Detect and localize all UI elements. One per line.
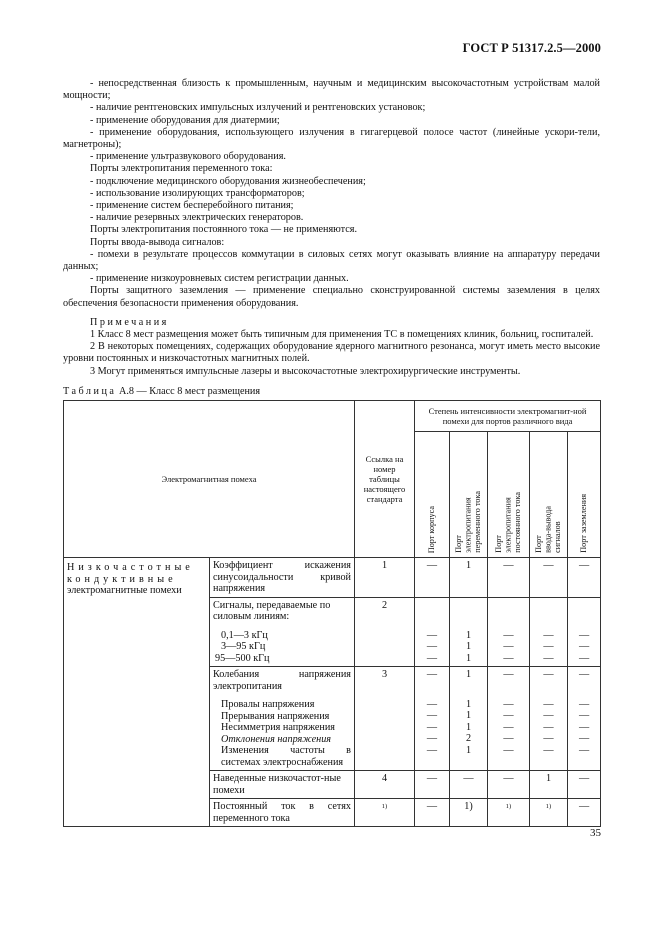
reference-cell: 3 xyxy=(355,667,415,771)
table-row xyxy=(64,558,601,598)
value-cell: — — — — — — xyxy=(415,667,450,771)
phenomenon-cell: Коэффициент искажения синусоидальности кривой напряжения xyxy=(210,558,355,598)
reference-cell: 1 xyxy=(355,558,415,598)
value-cell: 1 1 1 xyxy=(450,597,488,667)
reference-cell: 4 xyxy=(355,771,415,799)
paragraph: - применение ультразвукового оборудования. xyxy=(90,151,286,163)
header-port-signal: Порт ввода-вывода сигналов xyxy=(530,432,568,558)
header-phenomenon: Электромагнитная помеха xyxy=(64,401,355,558)
paragraph: - применение оборудования, использующего излучения в гигагерцевой полосе частот (линейные ускори-тели, магнетроны); xyxy=(63,126,600,151)
value-cell: — xyxy=(415,771,450,799)
value-cell: 1 1 1 1 2 1 xyxy=(450,667,488,771)
note: 2 В некоторых помещениях, содержащих оборудование ядерного магнитного резонанса, могут иметь место высокие уровни постоянных и низкочастотных магнитных полей. xyxy=(63,341,600,365)
reference-cell: 2 xyxy=(355,597,415,667)
emc-table xyxy=(63,400,601,827)
paragraph: - наличие рентгеновских импульсных излучений и рентгеновских установок; xyxy=(90,102,426,114)
phenomenon-cell: Постоянный ток в сетях переменного тока xyxy=(210,799,355,827)
category-cell xyxy=(64,558,210,827)
value-cell: — xyxy=(415,799,450,827)
value-cell: — — — — — — xyxy=(530,667,568,771)
paragraph: - использование изолирующих трансформаторов; xyxy=(90,187,305,199)
paragraph: - наличие резервных электрических генераторов. xyxy=(90,212,304,224)
value-cell: — xyxy=(415,558,450,598)
value-cell: — — — xyxy=(415,597,450,667)
header-reference: Ссылка на номер таблицы настоящего стандарта xyxy=(355,401,415,558)
paragraph: - применение оборудования для диатермии; xyxy=(90,114,280,126)
document-header: ГОСТ Р 51317.2.5—2000 xyxy=(462,41,601,55)
reference-cell: 1) xyxy=(355,799,415,827)
value-cell: — xyxy=(568,799,601,827)
value-cell: — xyxy=(488,558,530,598)
header-port-earth: Порт заземления xyxy=(568,432,601,558)
paragraph: Порты электропитания постоянного тока — не применяются. xyxy=(90,224,357,236)
header-severity: Степень интенсивности электромагнит-ной помехи для портов различного вида xyxy=(415,401,601,432)
paragraph: - помехи в результате процессов коммутации в силовых сетях могут оказывать влияние на аппаратуру передачи данных; xyxy=(63,248,600,273)
value-cell: — — — — — — xyxy=(568,667,601,771)
header-port-enclosure: Порт корпуса xyxy=(415,432,450,558)
value-cell: 1) xyxy=(488,799,530,827)
table-caption-word: Таблица xyxy=(63,386,117,397)
paragraph: - подключение медицинского оборудования жизнеобеспечения; xyxy=(90,175,366,187)
value-cell: — xyxy=(450,771,488,799)
value-cell: — xyxy=(488,771,530,799)
category-line: кондуктивные xyxy=(67,573,177,585)
value-cell: 1) xyxy=(450,799,488,827)
paragraph: - непосредственная близость к промышленным, научным и медицинским высокочастотным устройствам малой мощности; xyxy=(63,78,600,102)
paragraph: Порты защитного заземления — применение специально сконструированной системы заземления в целях обеспечения безопасности применения оборудования. xyxy=(63,285,600,309)
paragraph: Порты ввода-вывода сигналов: xyxy=(90,236,225,248)
value-cell: — xyxy=(530,558,568,598)
category-line: Низкочастотные xyxy=(67,562,194,573)
value-cell: — — — — — — xyxy=(488,667,530,771)
paragraph: - применение низкоуровневых систем регистрации данных. xyxy=(90,273,349,285)
value-cell: 1) xyxy=(530,799,568,827)
category-line: электромагнитные помехи xyxy=(67,585,182,596)
value-cell: — xyxy=(568,558,601,598)
value-cell: — — — xyxy=(530,597,568,667)
notes-title: Примечания xyxy=(90,316,169,328)
phenomenon-cell: Колебания напряжения электропитания Провалы напряжения Прерывания напряжения Несимметрия напряжения Отклонения напряжения Изменения частоты в системах электроснабжения xyxy=(210,667,355,771)
value-cell: — — — xyxy=(568,597,601,667)
paragraph: Порты электропитания переменного тока: xyxy=(90,163,273,175)
body-text xyxy=(63,78,600,378)
table-caption-text: А.8 — Класс 8 мест размещения xyxy=(116,386,261,397)
note: 3 Могут применяться импульсные лазеры и высокочастотные электрохирургические инструменты. xyxy=(90,365,521,377)
phenomenon-cell: Сигналы, передаваемые по силовым линиям: 0,1—3 кГц 3—95 кГц 95—500 кГц xyxy=(210,597,355,667)
header-port-dc-power: Порт электропитания постоянного тока xyxy=(488,432,530,558)
value-cell: 1 xyxy=(530,771,568,799)
header-port-ac-power: Порт электропитания переменного тока xyxy=(450,432,488,558)
note: 1 Класс 8 мест размещения может быть типичным для применения ТС в помещениях клиник, больниц, госпиталей. xyxy=(90,329,594,341)
phenomenon-cell: Наведенные низкочастот-ные помехи xyxy=(210,771,355,799)
value-cell: — — — xyxy=(488,597,530,667)
page-number: 35 xyxy=(590,827,601,839)
value-cell: 1 xyxy=(450,558,488,598)
value-cell: — xyxy=(568,771,601,799)
paragraph: - применение систем бесперебойного питания; xyxy=(90,200,294,212)
table-caption xyxy=(63,386,260,397)
